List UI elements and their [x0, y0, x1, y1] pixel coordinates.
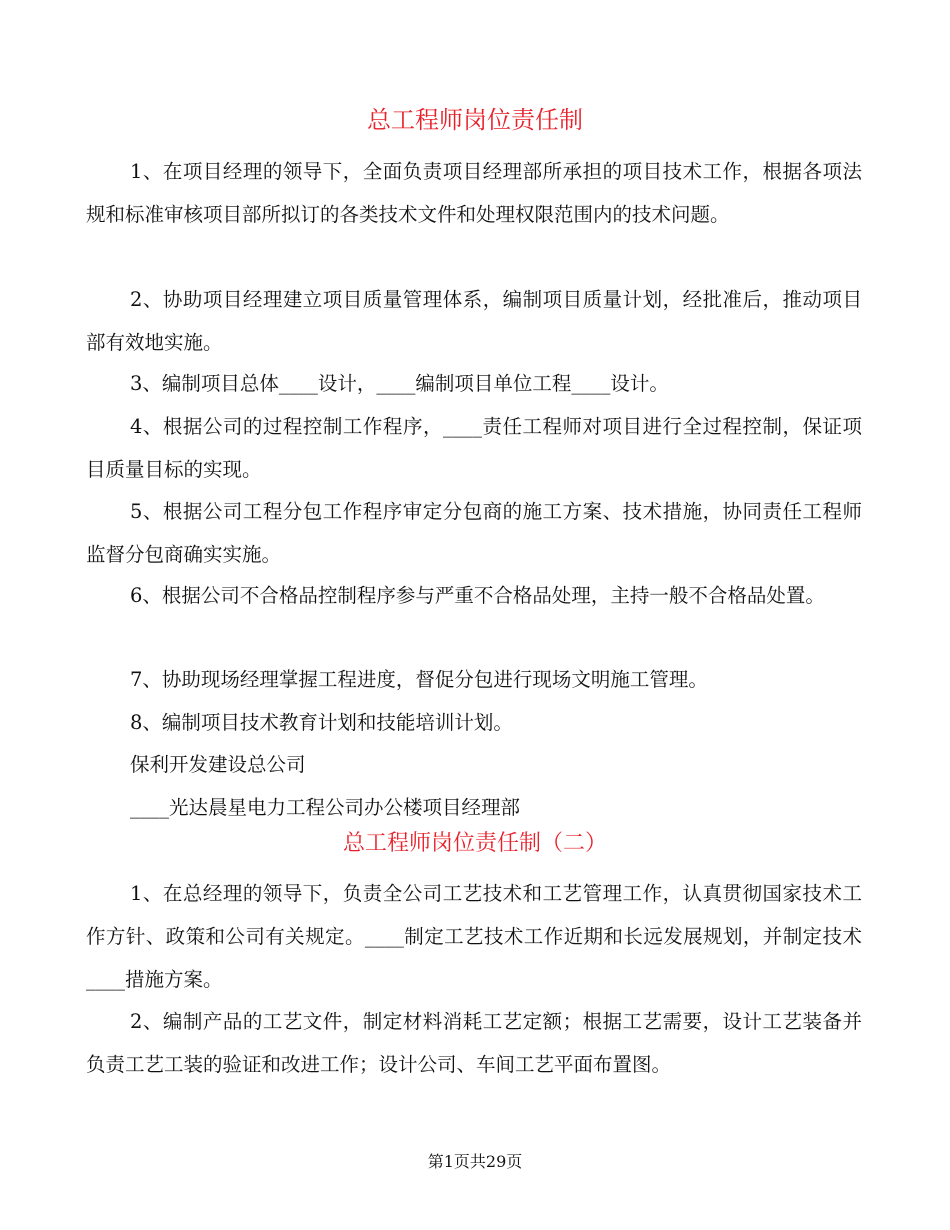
section-1-item-4: 4、根据公司的过程控制工作程序，____责任工程师对项目进行全过程控制，保证项目质量目标的实现。 — [86, 415, 862, 481]
section-1-item-3: 3、编制项目总体____设计，____编制项目单位工程____设计。 — [130, 372, 669, 395]
section-1-item-8: 8、编制项目技术教育计划和技能培训计划。 — [130, 711, 513, 734]
section-1-item-7: 7、协助现场经理掌握工程进度，督促分包进行现场文明施工管理。 — [130, 668, 708, 691]
department-name: ____光达晨星电力工程公司办公楼项目经理部 — [130, 796, 521, 819]
page-number: 第1页共29页 — [427, 1152, 523, 1171]
company-name: 保利开发建设总公司 — [130, 753, 306, 776]
section-1-item-6: 6、根据公司不合格品控制程序参与严重不合格品处理，主持一般不合格品处置。 — [130, 584, 825, 607]
section-2-title: 总工程师岗位责任制（二） — [342, 831, 607, 856]
section-1-item-1: 1、在项目经理的领导下，全面负责项目经理部所承担的项目技术工作，根据各项法规和标准审核项目部所拟订的各类技术文件和处理权限范围内的技术问题。 — [86, 160, 862, 226]
section-2-item-1: 1、在总经理的领导下，负责全公司工艺技术和工艺管理工作，认真贯彻国家技术工作方针、政策和公司有关规定。____制定工艺技术工作近期和长远发展规划，并制定技术____措施方案。 — [86, 882, 862, 991]
section-1-item-2: 2、协助项目经理建立项目质量管理体系，编制项目质量计划，经批准后，推动项目部有效地实施。 — [86, 288, 862, 354]
section-2-item-2: 2、编制产品的工艺文件，制定材料消耗工艺定额；根据工艺需要，设计工艺装备并负责工艺工装的验证和改进工作；设计公司、车间工艺平面布置图。 — [86, 1010, 862, 1076]
section-1-item-5: 5、根据公司工程分包工作程序审定分包商的施工方案、技术措施，协同责任工程师监督分包商确实实施。 — [86, 500, 862, 566]
section-1-title: 总工程师岗位责任制 — [367, 106, 583, 134]
